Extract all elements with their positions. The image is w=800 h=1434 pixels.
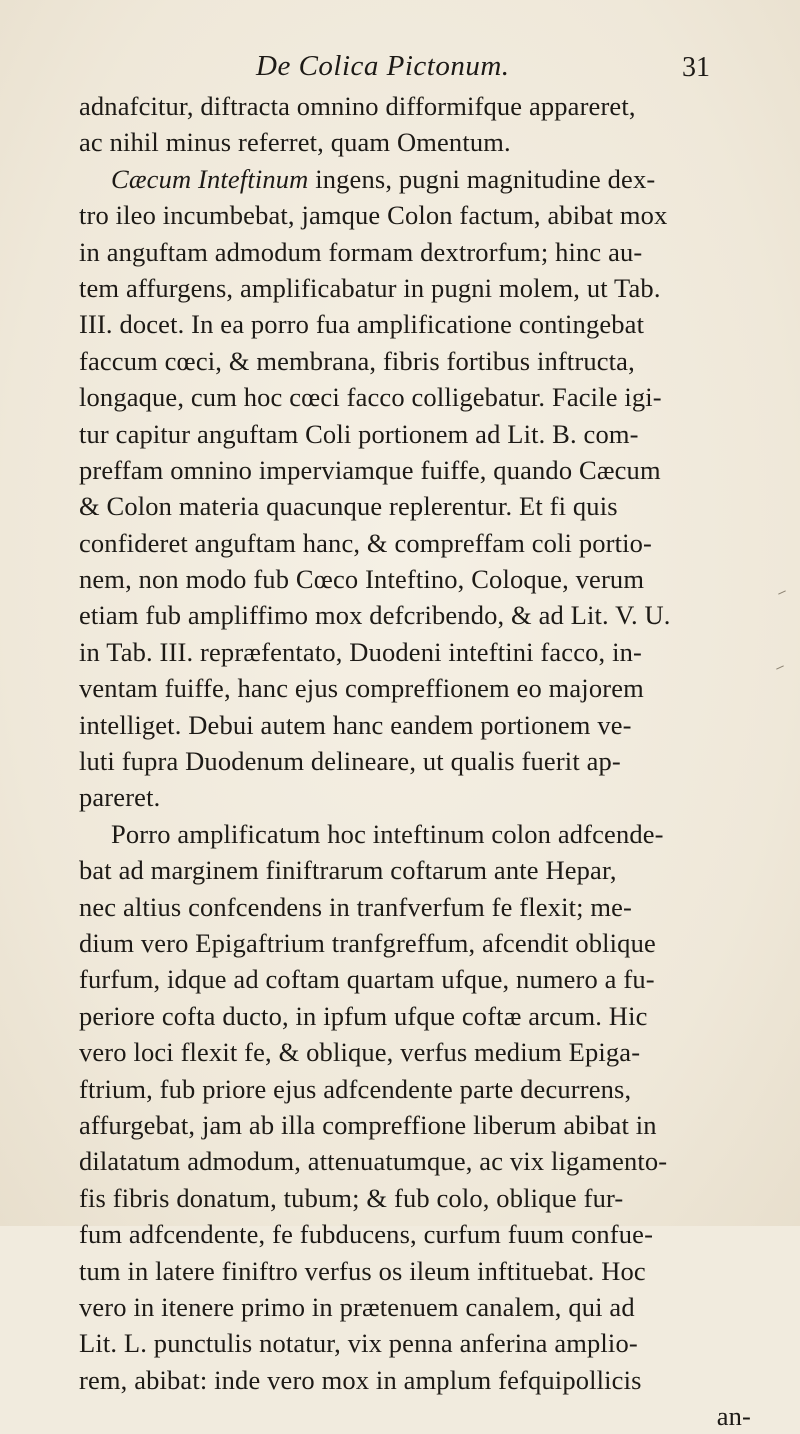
paragraph-start-line: Cæcum Inteftinum ingens, pugni magnitudine dex- [111,163,656,194]
text-line: preffam omnino imperviamque fuiffe, quando Cæcum [79,454,661,485]
text-line: faccum cœci, & membrana, fibris fortibus inftructa, [79,345,635,376]
italic-term: Cæcum Inteftinum [111,163,309,194]
text-line: ftrium, fub priore ejus adfcendente parte decurrens, [79,1073,632,1104]
text-line: III. docet. In ea porro fua amplificatione contingebat [79,309,645,340]
text-line: tro ileo incumbebat, jamque Colon factum, abibat mox [79,200,668,231]
text-line: ac nihil minus referret, quam Omentum. [79,127,511,158]
text-line: nem, non modo fub Cœco Inteftino, Coloque, verum [79,564,645,595]
text-line: fis fibris donatum, tubum; & fub colo, oblique fur- [79,1182,624,1213]
text-line: affurgebat, jam ab illa compreffione liberum abibat in [79,1109,657,1140]
text-line: intelliget. Debui autem hanc eandem portionem ve- [79,709,632,740]
text-line: tem affurgens, amplificabatur in pugni molem, ut Tab. [79,272,661,303]
text-line: in anguftam admodum formam dextrorfum; hinc au- [79,236,643,267]
text-line: ventam fuiffe, hanc ejus compreffionem eo majorem [79,673,644,704]
text-line: bat ad marginem finiftrarum coftarum ante Hepar, [79,855,617,886]
catchword: an- [716,1401,751,1432]
text-line: confideret anguftam hanc, & compreffam coli portio- [79,527,653,558]
paragraph-start-line: Porro amplificatum hoc inteftinum colon adfcende- [111,818,664,849]
text-line: tum in latere finiftro verfus os ileum inftituebat. Hoc [79,1255,646,1286]
text-line: pareret. [79,782,161,813]
running-title: De Colica Pictonum. [256,50,510,82]
text-line: rem, abibat: inde vero mox in amplum fefquipollicis [79,1364,642,1395]
text-line: furfum, idque ad coftam quartam ufque, numero a fu- [79,964,655,995]
text-line: fum adfcendente, fe fubducens, curfum fuum confue- [79,1219,654,1250]
text-line: adnafcitur, diftracta omnino difformifque appareret, [79,91,636,121]
body-text [79,88,769,1434]
text-line: & Colon materia quacunque replerentur. Et fi quis [79,491,618,522]
text-line: luti fupra Duodenum delineare, ut qualis fuerit ap- [79,746,621,777]
text-line: longaque, cum hoc cœci facco colligebatur. Facile igi- [79,382,662,413]
text-line: periore cofta ducto, in ipfum ufque coftæ arcum. Hic [79,1000,648,1031]
margin-mark [778,590,786,594]
text-line: dilatatum admodum, attenuatumque, ac vix ligamento- [79,1146,668,1177]
text-line: etiam fub ampliffimo mox defcribendo, & ad Lit. V. U. [79,600,671,631]
text-line: vero in itenere primo in prætenuem canalem, qui ad [79,1291,635,1322]
text-line: Lit. L. punctulis notatur, vix penna anferina amplio- [79,1328,638,1359]
text-line: vero loci flexit fe, & oblique, verfus medium Epiga- [79,1037,641,1068]
text-line: tur capitur anguftam Coli portionem ad Lit. B. com- [79,418,639,449]
text-line: nec altius confcendens in tranfverfum fe flexit; me- [79,891,633,922]
margin-mark [776,665,784,669]
text-line: dium vero Epigaftrium tranfgreffum, afcendit oblique [79,927,656,958]
text-line: in Tab. III. repræfentato, Duodeni inteftini facco, in- [79,636,642,667]
running-head [0,50,800,90]
page-number: 31 [682,52,710,83]
